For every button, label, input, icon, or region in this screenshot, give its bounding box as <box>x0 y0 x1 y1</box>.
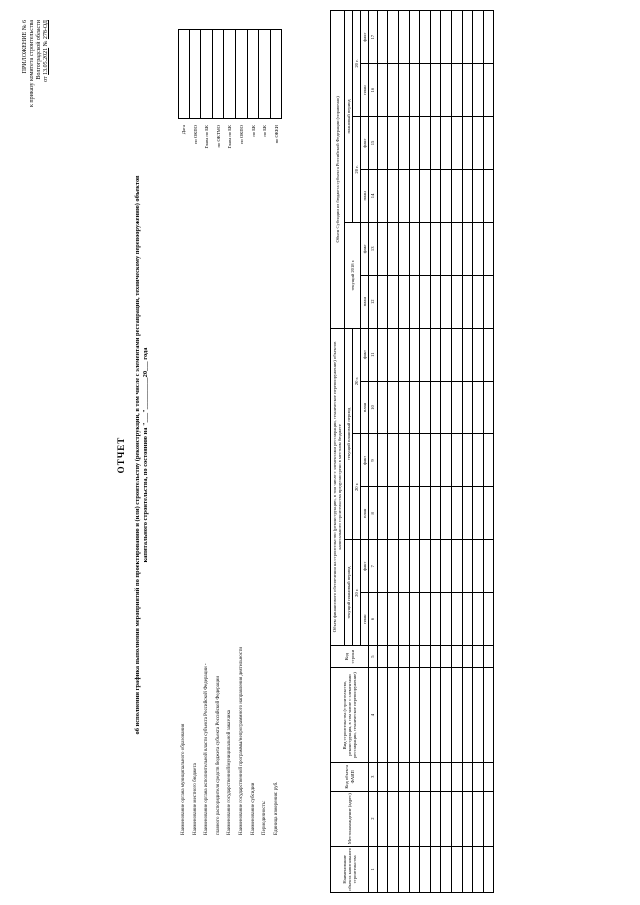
header-fact: факт <box>361 434 369 487</box>
table-cell[interactable] <box>451 646 462 668</box>
header-year <box>352 11 360 117</box>
table-cell[interactable] <box>462 434 473 487</box>
table-cell[interactable] <box>462 762 473 791</box>
column-number: 13 <box>369 222 377 275</box>
appendix-line3: Волгоградской области <box>36 20 42 80</box>
table-cell[interactable] <box>430 540 441 593</box>
table-cell[interactable] <box>377 487 388 540</box>
table-cell[interactable] <box>441 846 452 892</box>
table-cell[interactable] <box>420 593 431 646</box>
table-cell[interactable] <box>420 275 431 328</box>
column-numbers-row <box>369 11 377 893</box>
header-faip: Код объекта ФАИП <box>331 762 369 791</box>
table-cell[interactable] <box>377 275 388 328</box>
table-cell[interactable] <box>409 646 420 668</box>
table-cell[interactable] <box>388 434 399 487</box>
table-cell[interactable] <box>430 791 441 846</box>
table-cell[interactable] <box>377 846 388 892</box>
table-cell[interactable] <box>377 64 388 117</box>
table-cell[interactable] <box>398 328 409 381</box>
report-table <box>330 10 494 893</box>
header-fact: факт <box>361 11 369 64</box>
appendix-no: № <box>43 40 49 47</box>
table-cell[interactable] <box>409 846 420 892</box>
table-cell[interactable] <box>377 762 388 791</box>
report-subtitle-2: капитального строительства, по состоянию на "___"__________20___ года <box>142 347 149 563</box>
year-prefix: 20 <box>353 380 359 386</box>
table-cell[interactable] <box>483 487 494 540</box>
table-cell[interactable] <box>388 222 399 275</box>
table-cell[interactable] <box>483 762 494 791</box>
table-cell[interactable] <box>409 275 420 328</box>
code-cell[interactable] <box>178 29 190 119</box>
table-cell[interactable] <box>451 487 462 540</box>
table-cell[interactable] <box>398 381 409 434</box>
table-cell[interactable] <box>441 222 452 275</box>
table-cell[interactable] <box>462 846 473 892</box>
table-cell[interactable] <box>441 668 452 763</box>
year-suffix: г. <box>353 588 359 592</box>
table-cell[interactable] <box>462 328 473 381</box>
table-cell[interactable] <box>398 762 409 791</box>
table-cell[interactable] <box>483 275 494 328</box>
table-cell[interactable] <box>473 275 484 328</box>
year-prefix: 20 <box>353 63 359 68</box>
table-cell[interactable] <box>451 434 462 487</box>
table-cell[interactable] <box>420 169 431 222</box>
header-fact: факт <box>361 117 369 170</box>
table-cell[interactable] <box>441 64 452 117</box>
appendix-date: 13.05.2021 <box>43 47 49 75</box>
info-line: главного распорядителя средств бюджета субъекта Российской Федерации <box>215 675 221 835</box>
table-cell[interactable] <box>473 169 484 222</box>
table-cell[interactable] <box>409 762 420 791</box>
table-cell[interactable] <box>483 64 494 117</box>
table-cell[interactable] <box>398 593 409 646</box>
table-cell[interactable] <box>473 540 484 593</box>
table-cell[interactable] <box>462 646 473 668</box>
table-cell[interactable] <box>420 668 431 763</box>
table-cell[interactable] <box>409 11 420 64</box>
table-cell[interactable] <box>462 169 473 222</box>
info-line: Единица измерения: руб. <box>273 781 279 835</box>
info-lines <box>178 647 282 835</box>
table-cell[interactable] <box>483 646 494 668</box>
table-cell[interactable] <box>377 222 388 275</box>
table-cell[interactable] <box>462 593 473 646</box>
column-number: 7 <box>369 540 377 593</box>
table-row <box>483 11 494 893</box>
header-plan: план <box>361 381 369 434</box>
code-cell[interactable] <box>259 29 271 119</box>
table-cell[interactable] <box>473 646 484 668</box>
table-cell[interactable] <box>420 540 431 593</box>
column-number: 3 <box>369 762 377 791</box>
table-cell[interactable] <box>430 64 441 117</box>
column-number: 14 <box>369 169 377 222</box>
table-cell[interactable] <box>388 381 399 434</box>
header-plan: план <box>361 169 369 222</box>
header-plan: план <box>361 487 369 540</box>
year-suffix: г. <box>353 59 359 62</box>
column-number: 8 <box>369 487 377 540</box>
code-boxes <box>178 29 282 119</box>
table-cell[interactable] <box>473 791 484 846</box>
code-cell[interactable] <box>201 29 213 119</box>
code-cell[interactable] <box>271 29 283 119</box>
code-labels <box>178 125 282 210</box>
table-cell[interactable] <box>420 11 431 64</box>
column-number: 1 <box>369 846 377 892</box>
table-cell[interactable] <box>398 169 409 222</box>
table-cell[interactable] <box>462 222 473 275</box>
table-cell[interactable] <box>420 64 431 117</box>
table-cell[interactable] <box>451 381 462 434</box>
appendix-line1: ПРИЛОЖЕНИЕ № 6 <box>22 20 28 74</box>
table-cell[interactable] <box>420 328 431 381</box>
table-cell[interactable] <box>388 117 399 170</box>
table-cell[interactable] <box>398 64 409 117</box>
table-cell[interactable] <box>430 381 441 434</box>
table-cell[interactable] <box>483 593 494 646</box>
table-row <box>441 11 452 893</box>
table-cell[interactable] <box>420 646 431 668</box>
table-cell[interactable] <box>420 117 431 170</box>
table-row <box>451 11 462 893</box>
table-cell[interactable] <box>451 791 462 846</box>
table-cell[interactable] <box>420 762 431 791</box>
table-cell[interactable] <box>473 846 484 892</box>
table-cell[interactable] <box>473 434 484 487</box>
header-plan: план <box>361 64 369 117</box>
header-object: Наименование объекта капитального строительства <box>331 846 369 892</box>
table-row <box>473 11 484 893</box>
table-cell[interactable] <box>409 64 420 117</box>
table-cell[interactable] <box>430 117 441 170</box>
appendix-from: от <box>43 76 49 82</box>
header-year <box>352 117 360 223</box>
table-cell[interactable] <box>388 846 399 892</box>
info-line: Наименование органа муниципального образования <box>181 723 186 835</box>
table-cell[interactable] <box>451 328 462 381</box>
table-cell[interactable] <box>441 791 452 846</box>
column-number: 2 <box>369 791 377 846</box>
table-cell[interactable] <box>398 668 409 763</box>
report-subtitle-1: об исполнении графика выполнения мероприятий по проектированию и (или) строительству (реконструкции, в том числе с элементами реставрации, техническому перевооружению) объектов <box>134 175 141 735</box>
header-plan: план <box>361 593 369 646</box>
table-cell[interactable] <box>473 487 484 540</box>
table-cell[interactable] <box>377 169 388 222</box>
table-cell[interactable] <box>420 846 431 892</box>
table-cell[interactable] <box>388 646 399 668</box>
header-fact: факт <box>361 328 369 381</box>
table-cell[interactable] <box>483 169 494 222</box>
table-cell[interactable] <box>473 222 484 275</box>
table-cell[interactable] <box>483 328 494 381</box>
appendix-line2: к приказу комитета строительства <box>29 20 35 108</box>
column-number: 16 <box>369 64 377 117</box>
year-prefix: 20 <box>353 168 359 174</box>
table-cell[interactable] <box>430 762 441 791</box>
appendix-number: 278-ОД <box>43 20 49 40</box>
table-cell[interactable] <box>377 434 388 487</box>
table-cell[interactable] <box>430 275 441 328</box>
table-cell[interactable] <box>388 275 399 328</box>
appendix-header <box>22 20 50 107</box>
table-row <box>430 11 441 893</box>
report-title <box>116 95 150 815</box>
table-cell[interactable] <box>398 846 409 892</box>
code-cell[interactable] <box>213 29 225 119</box>
table-cell[interactable] <box>388 668 399 763</box>
table-cell[interactable] <box>451 169 462 222</box>
table-cell[interactable] <box>473 11 484 64</box>
table-row <box>409 11 420 893</box>
table-cell[interactable] <box>409 434 420 487</box>
table-body <box>377 11 494 893</box>
table-cell[interactable] <box>398 434 409 487</box>
table-cell[interactable] <box>451 540 462 593</box>
table-cell[interactable] <box>451 668 462 763</box>
year-prefix: 20 <box>353 486 359 492</box>
table-cell[interactable] <box>483 11 494 64</box>
table-cell[interactable] <box>420 222 431 275</box>
table-cell[interactable] <box>377 381 388 434</box>
code-label: Глава по БК <box>227 125 233 149</box>
header-row-code: Код строки <box>331 646 369 668</box>
table-cell[interactable] <box>483 791 494 846</box>
table-cell[interactable] <box>409 222 420 275</box>
code-cell[interactable] <box>224 29 236 119</box>
table-cell[interactable] <box>377 791 388 846</box>
code-cell[interactable] <box>236 29 248 119</box>
table-cell[interactable] <box>473 381 484 434</box>
info-line: Периодичность: <box>262 800 268 835</box>
table-cell[interactable] <box>388 169 399 222</box>
table-row <box>377 11 388 893</box>
header-year <box>352 540 360 646</box>
year-suffix: г. <box>353 376 359 380</box>
table-cell[interactable] <box>398 222 409 275</box>
header-year <box>352 328 360 434</box>
header-planned-period: плановый период <box>344 11 352 223</box>
header-location: Местонахождение (адрес) <box>331 791 369 846</box>
info-line: Наименование государственной программы/непрограммного направления деятельности <box>238 646 244 835</box>
table-cell[interactable] <box>420 487 431 540</box>
table-cell[interactable] <box>409 487 420 540</box>
table-cell[interactable] <box>462 487 473 540</box>
table-cell[interactable] <box>462 791 473 846</box>
table-cell[interactable] <box>483 668 494 763</box>
table-cell[interactable] <box>483 434 494 487</box>
table-cell[interactable] <box>451 593 462 646</box>
column-number: 4 <box>369 668 377 763</box>
column-number: 11 <box>369 328 377 381</box>
table-row <box>420 11 431 893</box>
table-cell[interactable] <box>388 540 399 593</box>
table-cell[interactable] <box>483 381 494 434</box>
table-cell[interactable] <box>441 762 452 791</box>
table-cell[interactable] <box>462 117 473 170</box>
table-cell[interactable] <box>441 646 452 668</box>
table-cell[interactable] <box>430 328 441 381</box>
table-cell[interactable] <box>377 11 388 64</box>
table-cell[interactable] <box>430 169 441 222</box>
table-cell[interactable] <box>451 64 462 117</box>
table-cell[interactable] <box>409 328 420 381</box>
code-label: по БК <box>262 125 268 137</box>
table-cell[interactable] <box>462 64 473 117</box>
table-cell[interactable] <box>441 540 452 593</box>
table-cell[interactable] <box>473 668 484 763</box>
table-cell[interactable] <box>462 381 473 434</box>
table-cell[interactable] <box>473 328 484 381</box>
header-year <box>352 434 360 540</box>
table-cell[interactable] <box>388 762 399 791</box>
header-current-period: текущий плановый период <box>344 540 352 646</box>
header-fact: факт <box>361 222 369 275</box>
header-fact: факт <box>361 540 369 593</box>
table-cell[interactable] <box>398 791 409 846</box>
code-label: по ОКПО <box>192 125 198 144</box>
table-cell[interactable] <box>409 169 420 222</box>
table-cell[interactable] <box>430 846 441 892</box>
header-current-2018: текущий 2018 г. <box>344 222 361 328</box>
table-cell[interactable] <box>451 222 462 275</box>
info-line: Наименование органа исполнительной власти субъекта Российской Федерации - <box>204 663 210 835</box>
column-number: 10 <box>369 381 377 434</box>
table-cell[interactable] <box>441 275 452 328</box>
report-heading: ОТЧЕТ <box>116 436 126 474</box>
table-cell[interactable] <box>388 64 399 117</box>
header-current-period: текущий плановый период <box>344 328 352 540</box>
table-cell[interactable] <box>441 381 452 434</box>
table-cell[interactable] <box>377 540 388 593</box>
code-label: по ОКТМО <box>215 125 221 148</box>
column-number: 6 <box>369 593 377 646</box>
table-cell[interactable] <box>409 593 420 646</box>
table-cell[interactable] <box>377 646 388 668</box>
table-cell[interactable] <box>398 540 409 593</box>
table-cell[interactable] <box>451 846 462 892</box>
table-cell[interactable] <box>430 593 441 646</box>
table-cell[interactable] <box>388 487 399 540</box>
table-cell[interactable] <box>473 64 484 117</box>
code-label: Глава по БК <box>204 125 210 149</box>
table-cell[interactable] <box>377 328 388 381</box>
header-subsidy: Объем Субсидии из бюджета субъекта Российской Федерации (справочно) <box>331 11 345 329</box>
table-cell[interactable] <box>409 540 420 593</box>
table-cell[interactable] <box>398 117 409 170</box>
table-row <box>388 11 399 893</box>
table-cell[interactable] <box>430 222 441 275</box>
table-cell[interactable] <box>462 540 473 593</box>
table-row <box>462 11 473 893</box>
table-cell[interactable] <box>377 117 388 170</box>
table-cell[interactable] <box>388 593 399 646</box>
table-cell[interactable] <box>462 11 473 64</box>
table-cell[interactable] <box>398 646 409 668</box>
column-number: 9 <box>369 434 377 487</box>
table-cell[interactable] <box>473 117 484 170</box>
table-cell[interactable] <box>441 328 452 381</box>
table-cell[interactable] <box>451 275 462 328</box>
header-financing: Объем финансового обеспечения на строительство (реконструкцию, в том числе с элементами реставрации, техническое перевооружение) объектов капитального строительства предусмотрено в местном бюджете <box>331 328 345 645</box>
table-cell[interactable] <box>420 434 431 487</box>
table-cell[interactable] <box>473 593 484 646</box>
table-cell[interactable] <box>377 668 388 763</box>
table-cell[interactable] <box>462 275 473 328</box>
table-cell[interactable] <box>451 117 462 170</box>
table-cell[interactable] <box>388 11 399 64</box>
table-cell[interactable] <box>483 222 494 275</box>
code-label: по БК <box>250 125 256 137</box>
table-cell[interactable] <box>451 762 462 791</box>
code-label: Дата <box>181 125 186 135</box>
table-cell[interactable] <box>409 791 420 846</box>
table-cell[interactable] <box>441 593 452 646</box>
year-suffix: г. <box>353 165 359 168</box>
table-cell[interactable] <box>441 11 452 64</box>
table-cell[interactable] <box>483 540 494 593</box>
table-cell[interactable] <box>420 791 431 846</box>
table-cell[interactable] <box>430 487 441 540</box>
table-cell[interactable] <box>388 791 399 846</box>
table-cell[interactable] <box>441 169 452 222</box>
table-cell[interactable] <box>398 11 409 64</box>
table-cell[interactable] <box>430 668 441 763</box>
table-cell[interactable] <box>409 117 420 170</box>
info-line: Наименование местного бюджета <box>192 763 198 835</box>
table-cell[interactable] <box>483 846 494 892</box>
code-label: по ОКЕИ <box>273 125 279 144</box>
table-cell[interactable] <box>483 117 494 170</box>
table-cell[interactable] <box>430 646 441 668</box>
code-cell[interactable] <box>190 29 202 119</box>
year-suffix: г. <box>353 482 359 486</box>
column-number: 15 <box>369 117 377 170</box>
table-cell[interactable] <box>473 762 484 791</box>
table-cell[interactable] <box>451 11 462 64</box>
table-cell[interactable] <box>398 275 409 328</box>
header-plan: план <box>361 275 369 328</box>
table-cell[interactable] <box>430 434 441 487</box>
table-cell[interactable] <box>441 487 452 540</box>
info-line: Наименование государственной/муниципальной заказчика <box>227 709 233 835</box>
table-cell[interactable] <box>420 381 431 434</box>
column-number: 5 <box>369 646 377 668</box>
table-cell[interactable] <box>398 487 409 540</box>
table-row <box>398 11 409 893</box>
table-cell[interactable] <box>441 117 452 170</box>
code-cell[interactable] <box>248 29 260 119</box>
header-kind: Вид строительства (строительство, реконструкция, в том числе с элементами реставрации, техническое перевооружение) <box>331 668 369 763</box>
code-label: по ОКПО <box>238 125 244 144</box>
table-cell[interactable] <box>462 668 473 763</box>
column-number: 17 <box>369 11 377 64</box>
table-cell[interactable] <box>441 434 452 487</box>
table-cell[interactable] <box>409 668 420 763</box>
info-line: Наименование субсидии <box>250 782 256 835</box>
appendix-line4 <box>43 20 50 107</box>
table-cell[interactable] <box>377 593 388 646</box>
column-number: 12 <box>369 275 377 328</box>
year-prefix: 20 <box>353 592 359 597</box>
table-cell[interactable] <box>430 11 441 64</box>
table-cell[interactable] <box>388 328 399 381</box>
table-cell[interactable] <box>409 381 420 434</box>
